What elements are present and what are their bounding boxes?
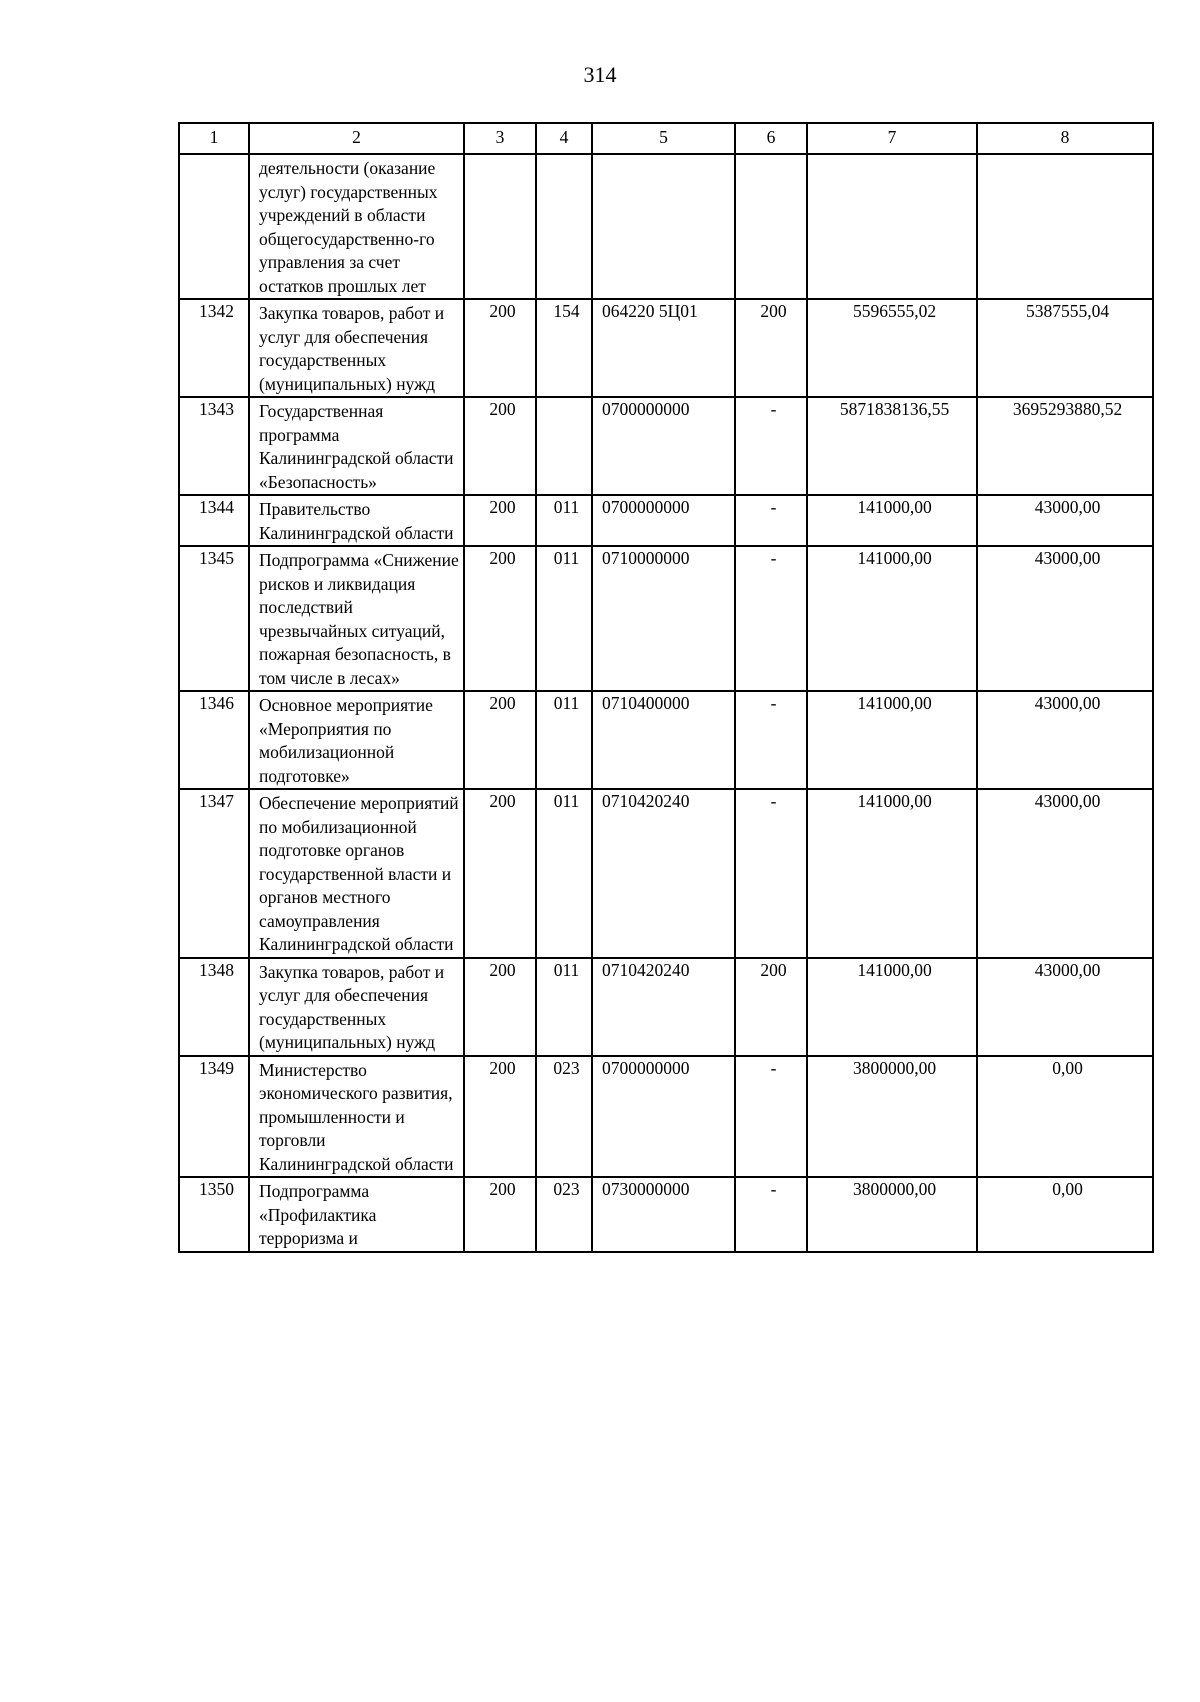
row-description [249,691,464,789]
cell-col8: 5387555,04 [977,299,1153,397]
cell-col5: 0730000000 [592,1177,735,1252]
row-description-text: Закупка товаров, работ и услуг для обеспечения государственных (муниципальных) нужд [259,303,445,394]
cell-col5: 0700000000 [592,495,735,546]
row-description-text: Государственная программа Калининградской области «Безопасность» [259,401,454,492]
column-header-2: 2 [249,123,464,154]
cell-col5: 064220 5Ц01 [592,299,735,397]
row-number: 1347 [179,789,249,958]
cell-col4: 011 [536,495,592,546]
cell-col8: 0,00 [977,1056,1153,1178]
column-header-4: 4 [536,123,592,154]
cell-col3: 200 [464,397,536,495]
cell-col6: - [735,691,807,789]
cell-col6: - [735,789,807,958]
cell-col4: 023 [536,1056,592,1178]
cell-col7: 3800000,00 [807,1177,977,1252]
cell-col7: 5596555,02 [807,299,977,397]
column-header-6: 6 [735,123,807,154]
cell-col3: 200 [464,691,536,789]
row-number: 1342 [179,299,249,397]
row-number [179,154,249,299]
cell-col3: 200 [464,299,536,397]
cell-col7 [807,154,977,299]
table-row [179,958,1153,1056]
row-number: 1343 [179,397,249,495]
cell-col8: 3695293880,52 [977,397,1153,495]
cell-col3: 200 [464,1056,536,1178]
cell-col7: 141000,00 [807,958,977,1056]
cell-col5: 0710000000 [592,546,735,691]
cell-col7: 141000,00 [807,789,977,958]
column-header-7: 7 [807,123,977,154]
cell-col6: - [735,1177,807,1252]
cell-col7: 141000,00 [807,691,977,789]
cell-col5: 0710420240 [592,789,735,958]
row-description-text: Основное мероприятие «Мероприятия по мобилизационной подготовке» [259,695,433,786]
cell-col6: - [735,1056,807,1178]
row-description [249,789,464,958]
cell-col5: 0710420240 [592,958,735,1056]
row-description [249,546,464,691]
row-description-text: деятельности (оказание услуг) государственных учреждений в области общегосударственно-го управления за счет остатков прошлых лет [259,158,438,296]
budget-table [178,122,1154,1253]
cell-col6: - [735,495,807,546]
cell-col4: 011 [536,691,592,789]
cell-col4: 154 [536,299,592,397]
cell-col7: 5871838136,55 [807,397,977,495]
cell-col4: 023 [536,1177,592,1252]
table-row [179,546,1153,691]
row-description-text: Правительство Калининградской области [259,499,454,543]
cell-col3 [464,154,536,299]
cell-col5 [592,154,735,299]
page-number: 314 [583,62,617,87]
cell-col3: 200 [464,958,536,1056]
cell-col6: 200 [735,958,807,1056]
row-description-text: Закупка товаров, работ и услуг для обеспечения государственных (муниципальных) нужд [259,961,445,1052]
cell-col8 [977,154,1153,299]
cell-col4 [536,397,592,495]
column-header-8: 8 [977,123,1153,154]
row-number: 1344 [179,495,249,546]
cell-col6: - [735,546,807,691]
table-row [179,789,1153,958]
row-number: 1350 [179,1177,249,1252]
cell-col8: 43000,00 [977,495,1153,546]
row-number: 1348 [179,958,249,1056]
row-description-text: Обеспечение мероприятий по мобилизационной подготовке органов государственной власти и органов местного самоуправления Калининградской области [259,793,459,954]
cell-col3: 200 [464,789,536,958]
row-description [249,299,464,397]
cell-col7: 3800000,00 [807,1056,977,1178]
cell-col3: 200 [464,546,536,691]
column-header-1: 1 [179,123,249,154]
row-number: 1349 [179,1056,249,1178]
row-description [249,958,464,1056]
cell-col4: 011 [536,958,592,1056]
table-row [179,154,1153,299]
row-description-text: Подпрограмма «Профилактика терроризма и [259,1181,377,1248]
row-number: 1346 [179,691,249,789]
header-row [179,123,1153,154]
table-row [179,495,1153,546]
row-description [249,1177,464,1252]
cell-col7: 141000,00 [807,495,977,546]
cell-col3: 200 [464,495,536,546]
cell-col8: 0,00 [977,1177,1153,1252]
cell-col8: 43000,00 [977,691,1153,789]
row-number: 1345 [179,546,249,691]
cell-col7: 141000,00 [807,546,977,691]
row-description-text: Подпрограмма «Снижение рисков и ликвидация последствий чрезвычайных ситуаций, пожарная безопасность, в том числе в лесах» [259,550,459,688]
table-row [179,691,1153,789]
cell-col4 [536,154,592,299]
cell-col4: 011 [536,546,592,691]
column-header-5: 5 [592,123,735,154]
row-description [249,397,464,495]
row-description [249,154,464,299]
cell-col8: 43000,00 [977,789,1153,958]
table-row [179,1177,1153,1252]
cell-col5: 0700000000 [592,397,735,495]
cell-col6: 200 [735,299,807,397]
cell-col8: 43000,00 [977,546,1153,691]
cell-col3: 200 [464,1177,536,1252]
cell-col5: 0710400000 [592,691,735,789]
cell-col8: 43000,00 [977,958,1153,1056]
row-description [249,1056,464,1178]
column-header-3: 3 [464,123,536,154]
table-row [179,397,1153,495]
cell-col4: 011 [536,789,592,958]
row-description [249,495,464,546]
table-row [179,299,1153,397]
row-description-text: Министерство экономического развития, промышленности и торговли Калининградской области [259,1059,454,1174]
table-row [179,1056,1153,1178]
cell-col5: 0700000000 [592,1056,735,1178]
cell-col6: - [735,397,807,495]
cell-col6 [735,154,807,299]
